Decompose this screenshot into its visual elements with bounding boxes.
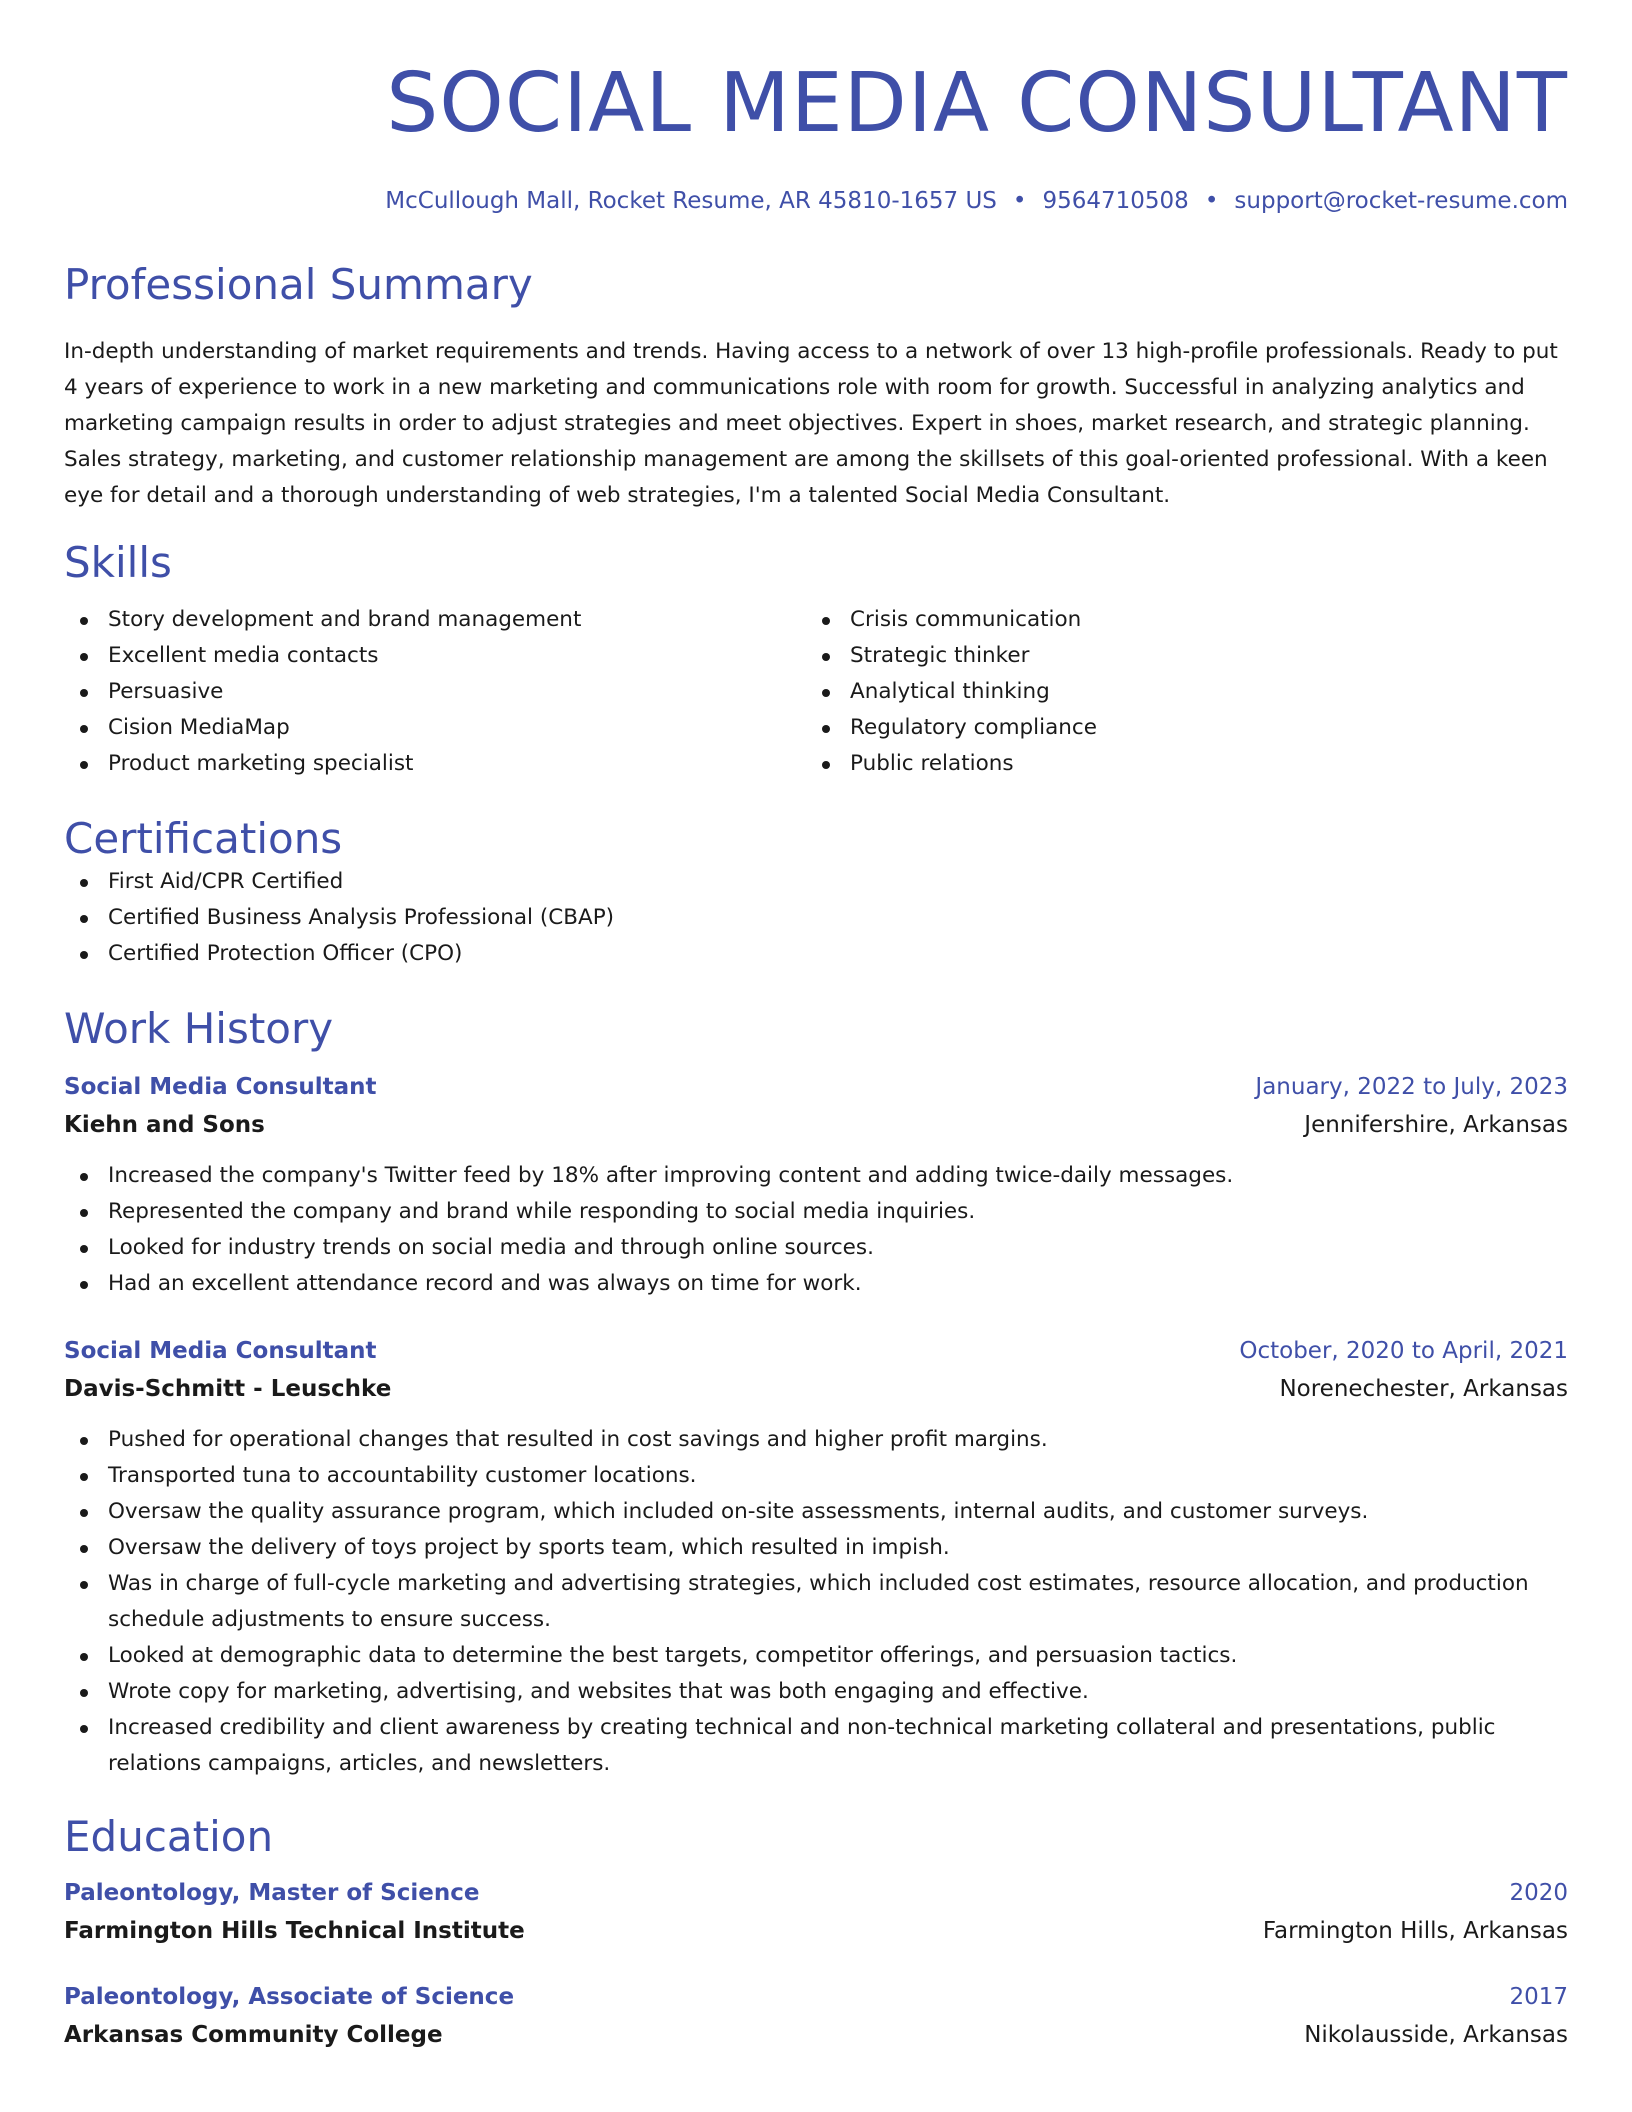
contact-address: McCullough Mall, Rocket Resume, AR 45810-1657 US — [385, 188, 997, 214]
contact-line — [64, 186, 1568, 216]
certification-item: Certified Protection Officer (CPO) — [64, 936, 1568, 972]
job-bullet: Had an excellent attendance record and was always on time for work. — [64, 1266, 1568, 1302]
job-bullet: Wrote copy for marketing, advertising, and websites that was both engaging and effective. — [64, 1674, 1568, 1710]
education-header-row — [64, 1874, 1568, 1912]
job-company-row — [64, 1370, 1568, 1408]
skills-heading: Skills — [64, 538, 172, 587]
certifications-heading: Certifications — [64, 814, 343, 863]
certifications-list — [64, 864, 1568, 972]
education-entry — [64, 1978, 1568, 2054]
education-section — [64, 1812, 1568, 2054]
education-year: 2020 — [1509, 1880, 1568, 1906]
skill-item: Product marketing specialist — [64, 746, 806, 782]
job-bullets — [64, 1158, 1568, 1302]
job-bullet: Looked for industry trends on social media and through online sources. — [64, 1230, 1568, 1266]
job-bullet: Represented the company and brand while responding to social media inquiries. — [64, 1194, 1568, 1230]
skill-item: Persuasive — [64, 674, 806, 710]
job-company: Kiehn and Sons — [64, 1112, 265, 1138]
job-bullet: Increased credibility and client awareness by creating technical and non-technical marketing collateral and presentations, public relations campaigns, articles, and newsletters. — [64, 1710, 1568, 1782]
skills-columns — [64, 602, 1568, 782]
job-company: Davis-Schmitt - Leuschke — [64, 1376, 392, 1402]
skills-list-right — [806, 602, 1548, 782]
summary-heading: Professional Summary — [64, 260, 533, 309]
skill-item: Strategic thinker — [806, 638, 1548, 674]
skills-list-left — [64, 602, 806, 782]
education-school-row — [64, 1912, 1568, 1950]
job-bullet: Increased the company's Twitter feed by 18% after improving content and adding twice-daily messages. — [64, 1158, 1568, 1194]
job-bullet: Oversaw the delivery of toys project by sports team, which resulted in impish. — [64, 1530, 1568, 1566]
skill-item: Excellent media contacts — [64, 638, 806, 674]
job-location: Norenechester, Arkansas — [1279, 1376, 1568, 1402]
job-dates: January, 2022 to July, 2023 — [1255, 1074, 1568, 1100]
summary-section — [64, 260, 1568, 514]
skill-item: Regulatory compliance — [806, 710, 1548, 746]
job-header-row — [64, 1332, 1568, 1370]
job-location: Jennifershire, Arkansas — [1304, 1112, 1568, 1138]
education-location: Nikolausside, Arkansas — [1304, 2022, 1568, 2048]
job-bullet: Transported tuna to accountability customer locations. — [64, 1458, 1568, 1494]
education-degree: Paleontology, Master of Science — [64, 1880, 480, 1906]
skills-section — [64, 538, 1568, 782]
candidate-title: SOCIAL MEDIA CONSULTANT — [386, 56, 1568, 151]
job-header-row — [64, 1068, 1568, 1106]
job-role: Social Media Consultant — [64, 1338, 377, 1364]
job-entry — [64, 1332, 1568, 1782]
education-location: Farmington Hills, Arkansas — [1262, 1918, 1568, 1944]
skill-item: Analytical thinking — [806, 674, 1548, 710]
education-degree: Paleontology, Associate of Science — [64, 1984, 515, 2010]
job-company-row — [64, 1106, 1568, 1144]
job-bullet: Was in charge of full-cycle marketing and advertising strategies, which included cost estimates, resource allocation, and production schedule adjustments to ensure success. — [64, 1566, 1568, 1638]
certifications-section — [64, 814, 1568, 972]
contact-email[interactable]: support@rocket-resume.com — [1234, 188, 1568, 214]
job-entry — [64, 1068, 1568, 1302]
job-bullet: Oversaw the quality assurance program, which included on-site assessments, internal audits, and customer surveys. — [64, 1494, 1568, 1530]
skill-item: Cision MediaMap — [64, 710, 806, 746]
job-dates: October, 2020 to April, 2021 — [1239, 1338, 1568, 1364]
work-history-section — [64, 1004, 1568, 1782]
job-bullet: Pushed for operational changes that resulted in cost savings and higher profit margins. — [64, 1422, 1568, 1458]
education-school: Arkansas Community College — [64, 2022, 443, 2048]
education-header-row — [64, 1978, 1568, 2016]
summary-text: In-depth understanding of market requirements and trends. Having access to a network of over 13 high-profile professionals. Ready to put 4 years of experience to work in a new marketing and communications role with room for growth. Successful in analyzing analytics and marketing campaign results in order to adjust strategies and meet objectives. Expert in shoes, market research, and strategic planning. Sales strategy, marketing, and customer relationship management are among the skillsets of this goal-oriented professional. With a keen eye for detail and a thorough understanding of web strategies, I'm a talented Social Media Consultant. — [64, 339, 1558, 508]
education-school: Farmington Hills Technical Institute — [64, 1918, 525, 1944]
job-bullet: Looked at demographic data to determine the best targets, competitor offerings, and persuasion tactics. — [64, 1638, 1568, 1674]
resume-header — [64, 0, 1568, 216]
education-heading: Education — [64, 1812, 274, 1861]
skill-item: Story development and brand management — [64, 602, 806, 638]
education-school-row — [64, 2016, 1568, 2054]
skill-item: Public relations — [806, 746, 1548, 782]
contact-separator: • — [1012, 188, 1027, 214]
contact-phone: 9564710508 — [1042, 188, 1189, 214]
work-history-heading: Work History — [64, 1004, 334, 1053]
skill-item: Crisis communication — [806, 602, 1548, 638]
certification-item: First Aid/CPR Certified — [64, 864, 1568, 900]
education-year: 2017 — [1509, 1984, 1568, 2010]
contact-separator: • — [1204, 188, 1219, 214]
job-bullets — [64, 1422, 1568, 1782]
education-entry — [64, 1874, 1568, 1950]
job-role: Social Media Consultant — [64, 1074, 377, 1100]
certification-item: Certified Business Analysis Professional (CBAP) — [64, 900, 1568, 936]
